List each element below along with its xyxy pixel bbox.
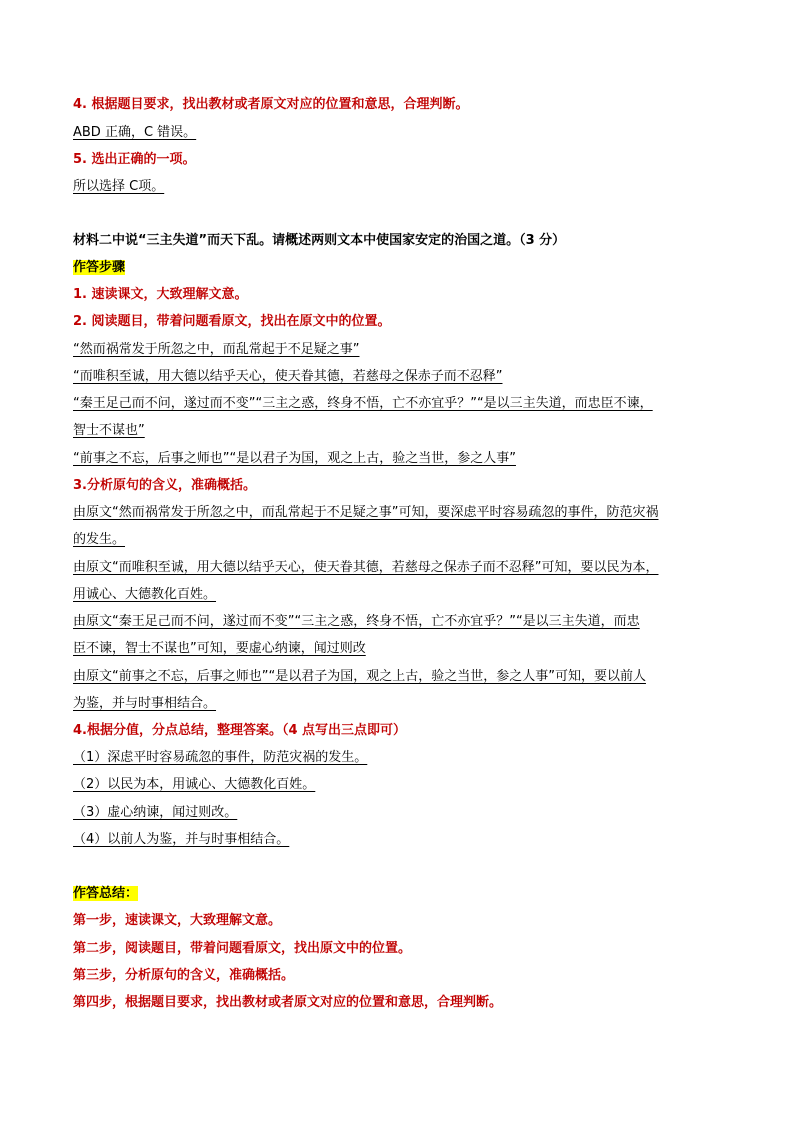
summary-step-2: 第二步，阅读题目，带着问题看原文，找出原文中的位置。 <box>73 941 412 956</box>
steps-label <box>73 259 125 277</box>
summary-label-text: 作答总结： <box>73 886 139 901</box>
answer-point-3: （3）虚心纳谏，闻过则改。 <box>73 805 238 820</box>
summary-step-1: 第一步，速读课文，大致理解文意。 <box>73 913 282 928</box>
analysis-4-line-2: 为鉴，并与时事相结合。 <box>73 696 217 711</box>
answer-point-1: （1）深虑平时容易疏忽的事件，防范灾祸的发生。 <box>73 750 368 765</box>
analysis-2-line-2: 用诚心、大德教化百姓。 <box>73 587 217 602</box>
quote-4: “前事之不忘，后事之师也”“是以君子为国，观之上古，验之当世，参之人事” <box>73 451 516 466</box>
step-4-summary: 4.根据分值，分点总结，整理答案。（4 点写出三点即可） <box>73 723 407 738</box>
step-4-heading: 4. 根据题目要求，找出教材或者原文对应的位置和意思，合理判断。 <box>73 97 469 112</box>
step-5-heading: 5. 选出正确的一项。 <box>73 152 196 167</box>
quote-2: “而唯积至诚，用大德以结乎天心，使天眷其德，若慈母之保赤子而不忍释” <box>73 369 503 384</box>
summary-label <box>73 885 138 903</box>
analysis-2-line-1: 由原文“而唯积至诚，用大德以结乎天心，使天眷其德，若慈母之保赤子而不忍释”可知，要以民为本， <box>73 560 659 575</box>
analysis-4-line-1: 由原文“前事之不忘，后事之师也”“是以君子为国，观之上古，验之当世，参之人事”可知，要以前人 <box>73 669 646 684</box>
answer-point-4: （4）以前人为鉴，并与时事相结合。 <box>73 832 290 847</box>
question-text: 材料二中说“三主失道”而天下乱。请概述两则文本中使国家安定的治国之道。（3 分） <box>73 233 566 248</box>
steps-label-text: 作答步骤 <box>73 260 126 275</box>
analysis-3-line-2: 臣不谏，智士不谋也”可知，要虚心纳谏，闻过则改 <box>73 641 366 656</box>
analysis-1-line-1: 由原文“然而祸常发于所忽之中，而乱常起于不足疑之事”可知，要深虑平时容易疏忽的事件，防范灾祸 <box>73 505 659 520</box>
answer-5: 所以选择 C项。 <box>73 179 165 194</box>
summary-step-4: 第四步，根据题目要求，找出教材或者原文对应的位置和意思，合理判断。 <box>73 995 503 1010</box>
analysis-1-line-2: 的发生。 <box>73 532 126 547</box>
quote-1: “然而祸常发于所忽之中，而乱常起于不足疑之事” <box>73 342 360 357</box>
step-1: 1. 速读课文，大致理解文意。 <box>73 287 248 302</box>
answer-point-2: （2）以民为本，用诚心、大德教化百姓。 <box>73 777 316 792</box>
quote-3-line-2: 智士不谋也” <box>73 423 145 438</box>
step-2: 2. 阅读题目，带着问题看原文，找出在原文中的位置。 <box>73 314 391 329</box>
analysis-3-line-1: 由原文“秦王足己而不问，遂过而不变”“三主之惑，终身不悟，亡不亦宜乎？”“是以三主失道，而忠 <box>73 614 640 629</box>
quote-3-line-1: “秦王足己而不问，遂过而不变”“三主之惑，终身不悟，亡不亦宜乎？”“是以三主失道，而忠臣不谏， <box>73 396 653 411</box>
answer-4: ABD 正确，C 错误。 <box>73 125 197 140</box>
step-3: 3.分析原句的含义，准确概括。 <box>73 478 256 493</box>
summary-step-3: 第三步，分析原句的含义，准确概括。 <box>73 968 295 983</box>
